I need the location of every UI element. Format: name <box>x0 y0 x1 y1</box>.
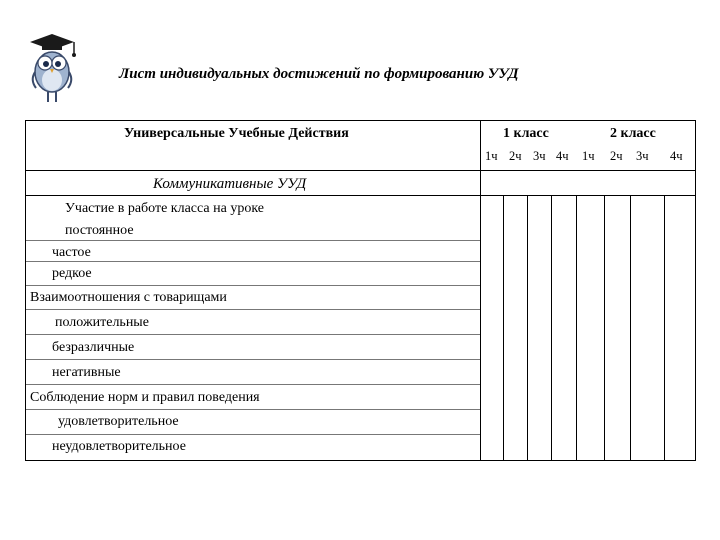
header-grade-1: 1 класс <box>503 126 549 141</box>
table-section-bottom-border <box>25 195 696 196</box>
quarter-label: 3ч <box>636 149 649 163</box>
column-divider <box>604 195 605 460</box>
table-bottom-border <box>25 460 696 461</box>
row-divider <box>25 384 480 385</box>
column-divider <box>551 195 552 460</box>
quarter-label: 2ч <box>509 149 522 163</box>
page-title: Лист индивидуальных достижений по формированию УУД <box>119 66 519 82</box>
quarter-label: 1ч <box>582 149 595 163</box>
table-row: безразличные <box>52 340 135 355</box>
quarter-label: 2ч <box>610 149 623 163</box>
table-row: удовлетворительное <box>58 414 179 429</box>
table-row: Соблюдение норм и правил поведения <box>30 390 260 405</box>
table-top-border <box>25 120 696 121</box>
row-divider <box>25 409 480 410</box>
table-right-border <box>695 120 696 460</box>
column-divider <box>480 120 481 460</box>
quarter-label: 4ч <box>670 149 683 163</box>
table-row: частое <box>52 245 91 260</box>
column-divider <box>576 195 577 460</box>
quarter-label: 3ч <box>533 149 546 163</box>
table-row: негативные <box>52 365 121 380</box>
header-grade-2: 2 класс <box>610 126 656 141</box>
table-row: редкое <box>52 266 92 281</box>
quarter-label: 4ч <box>556 149 569 163</box>
section-title: Коммуникативные УУД <box>153 176 307 192</box>
table-row: Взаимоотношения с товарищами <box>30 290 227 305</box>
table-row: положительные <box>55 315 149 330</box>
row-divider <box>25 285 480 286</box>
table-row: неудовлетворительное <box>52 439 186 454</box>
table-header-bottom-border <box>25 170 696 171</box>
table-left-border <box>25 120 26 460</box>
row-divider <box>25 309 480 310</box>
column-divider <box>664 195 665 460</box>
row-divider <box>25 240 480 241</box>
owl-graduation-cap-icon <box>24 30 80 104</box>
row-divider <box>25 334 480 335</box>
column-divider <box>630 195 631 460</box>
quarter-label: 1ч <box>485 149 498 163</box>
column-divider <box>503 195 504 460</box>
row-divider <box>25 434 480 435</box>
header-uud: Универсальные Учебные Действия <box>124 126 349 141</box>
row-divider <box>25 359 480 360</box>
column-divider <box>527 195 528 460</box>
table-row: Участие в работе класса на уроке <box>65 201 264 216</box>
row-divider <box>25 261 480 262</box>
table-row: постоянное <box>65 223 134 238</box>
